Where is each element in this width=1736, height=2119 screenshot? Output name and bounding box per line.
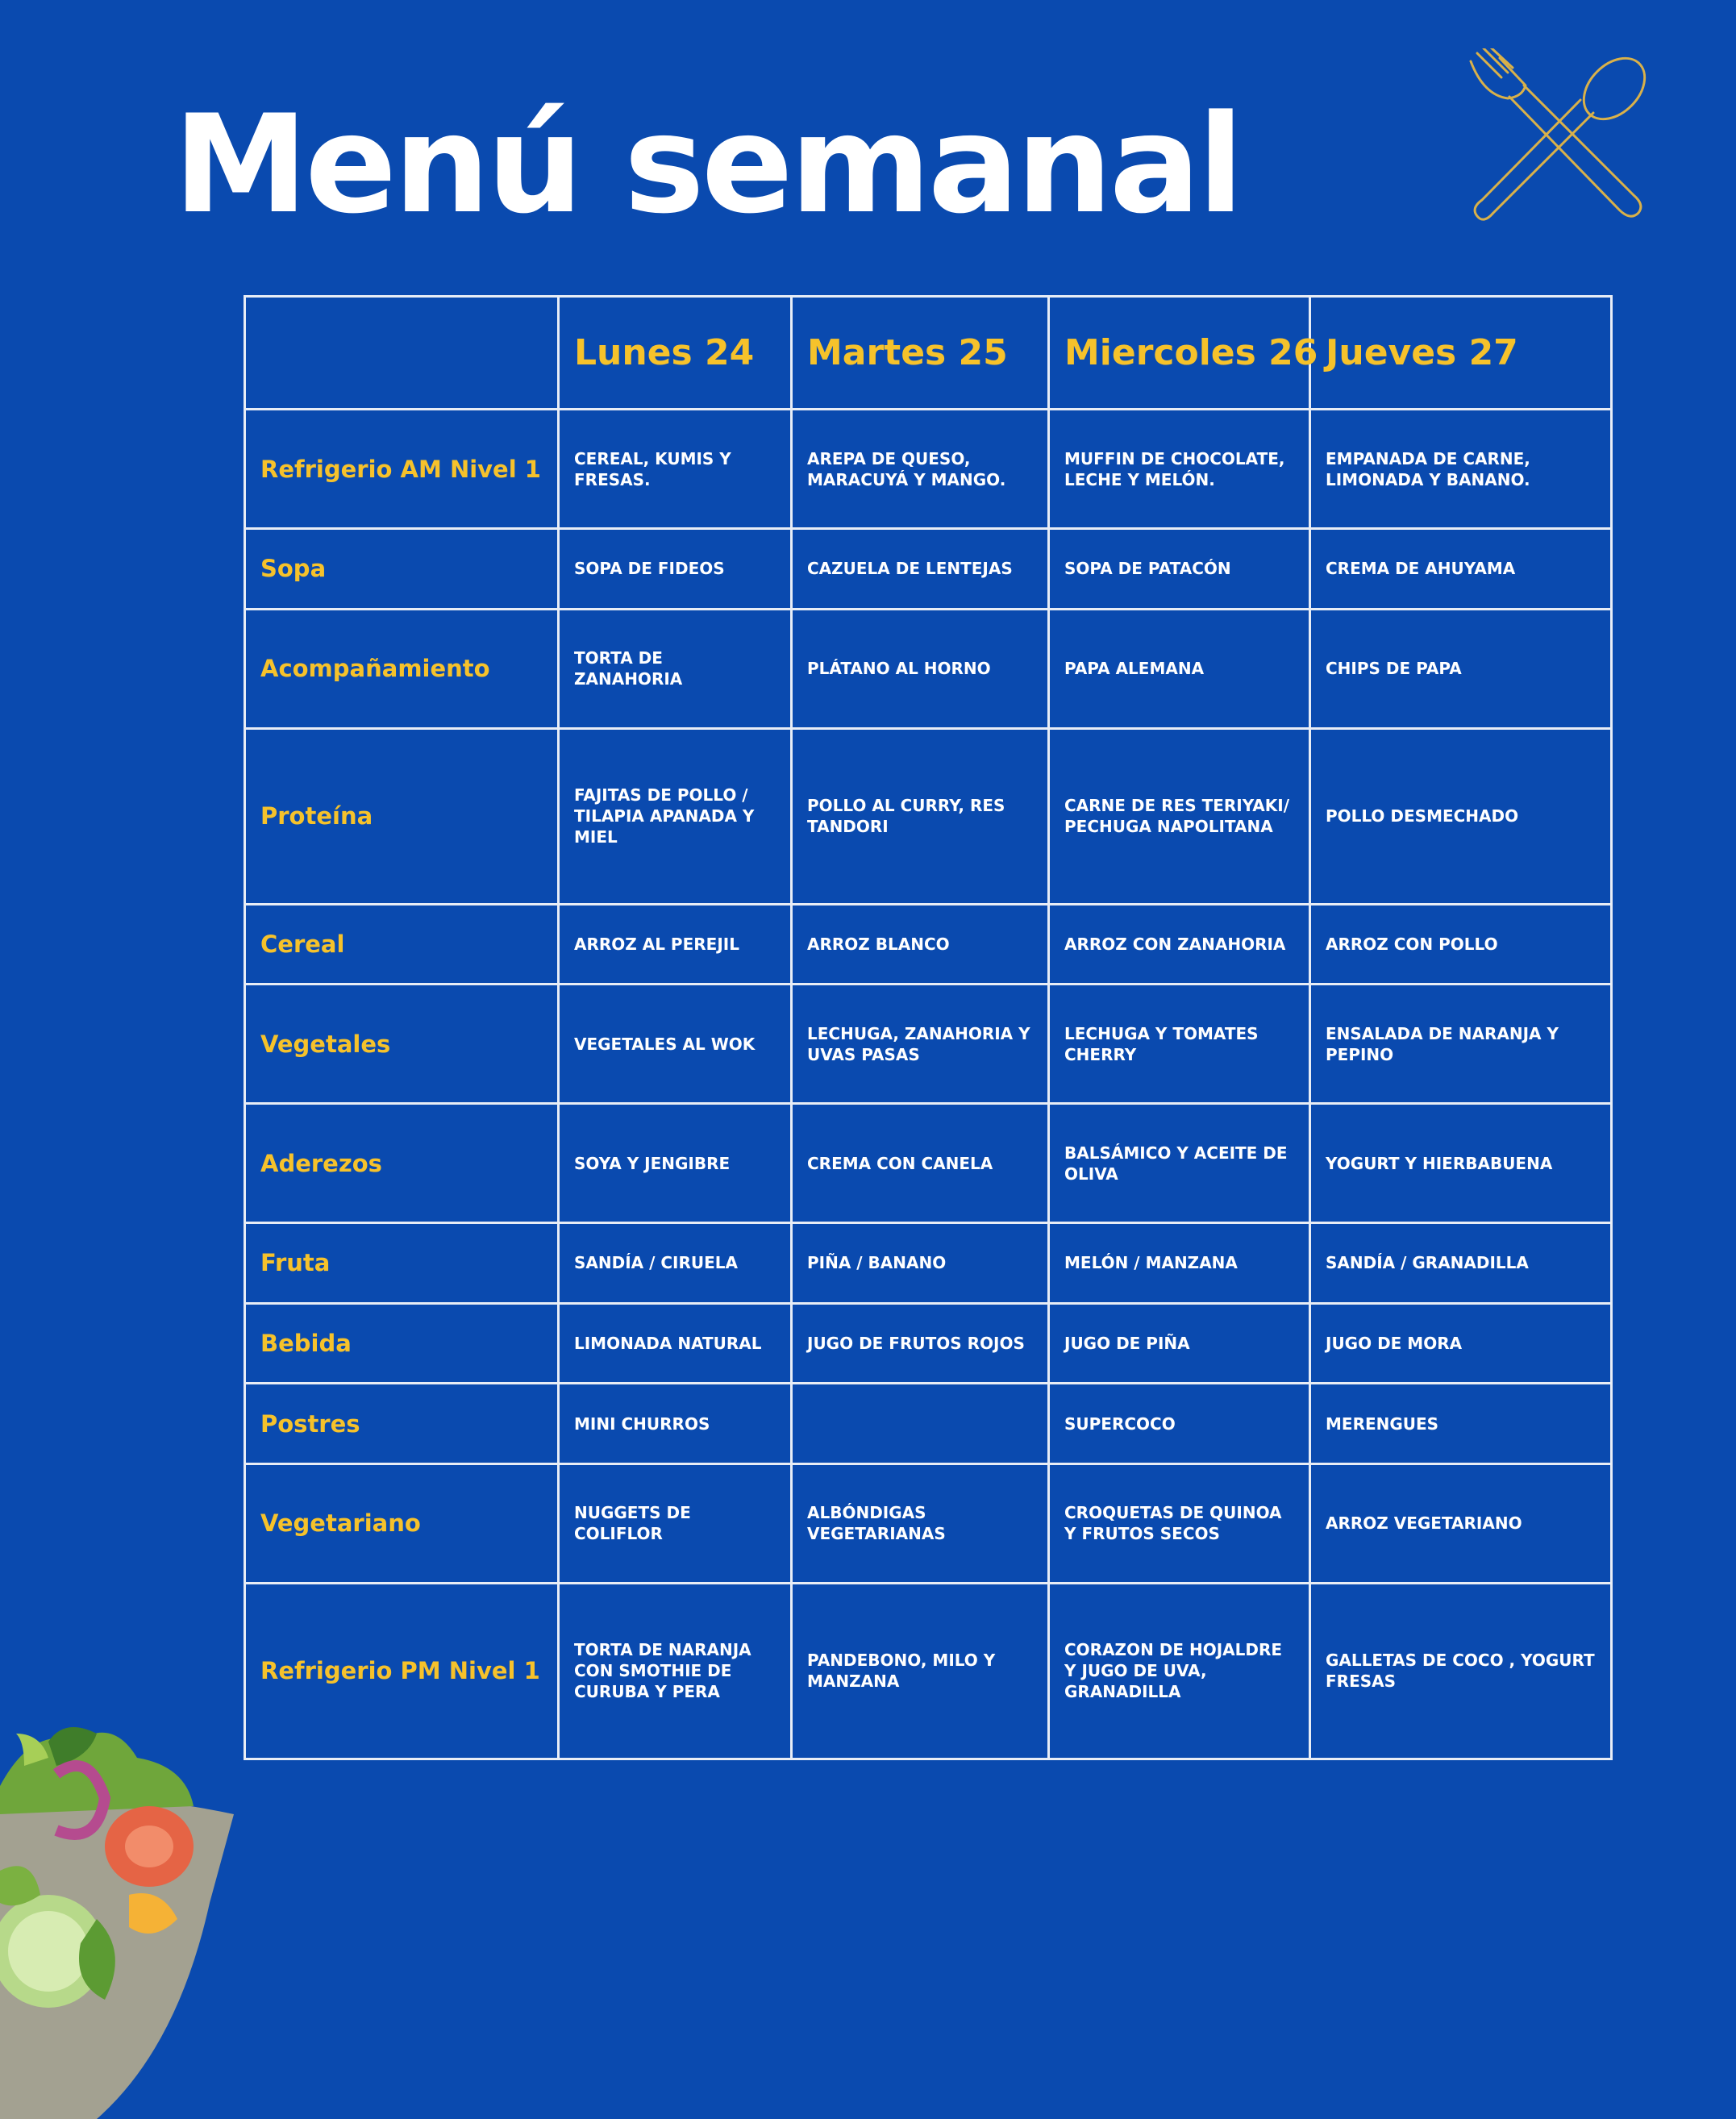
category-label: Aderezos bbox=[245, 1104, 559, 1223]
menu-cell: EMPANADA DE CARNE, LIMONADA Y BANANO. bbox=[1310, 410, 1612, 529]
header-row bbox=[245, 297, 1612, 410]
menu-cell: CAZUELA DE LENTEJAS bbox=[792, 529, 1049, 610]
category-label: Acompañamiento bbox=[245, 609, 559, 728]
table-row bbox=[245, 1223, 1612, 1304]
menu-cell: TORTA DE ZANAHORIA bbox=[559, 609, 792, 728]
menu-cell: PAPA ALEMANA bbox=[1049, 609, 1310, 728]
category-label: Fruta bbox=[245, 1223, 559, 1304]
menu-cell: PLÁTANO AL HORNO bbox=[792, 609, 1049, 728]
table-row bbox=[245, 728, 1612, 904]
menu-cell: POLLO DESMECHADO bbox=[1310, 728, 1612, 904]
category-label: Vegetariano bbox=[245, 1463, 559, 1583]
category-label: Cereal bbox=[245, 904, 559, 985]
menu-cell: NUGGETS DE COLIFLOR bbox=[559, 1463, 792, 1583]
day-header: Martes 25 bbox=[792, 297, 1049, 410]
day-header: Jueves 27 bbox=[1310, 297, 1612, 410]
menu-cell: VEGETALES AL WOK bbox=[559, 985, 792, 1104]
menu-cell: ARROZ AL PEREJIL bbox=[559, 904, 792, 985]
salad-bowl-illustration bbox=[0, 1709, 242, 2119]
menu-cell: PIÑA / BANANO bbox=[792, 1223, 1049, 1304]
menu-cell: POLLO AL CURRY, RES TANDORI bbox=[792, 728, 1049, 904]
menu-cell: JUGO DE MORA bbox=[1310, 1303, 1612, 1384]
menu-cell: BALSÁMICO Y ACEITE DE OLIVA bbox=[1049, 1104, 1310, 1223]
menu-cell: YOGURT Y HIERBABUENA bbox=[1310, 1104, 1612, 1223]
category-label: Bebida bbox=[245, 1303, 559, 1384]
menu-cell: ENSALADA DE NARANJA Y PEPINO bbox=[1310, 985, 1612, 1104]
day-header: Lunes 24 bbox=[559, 297, 792, 410]
table-row bbox=[245, 1463, 1612, 1583]
menu-cell: LECHUGA, ZANAHORIA Y UVAS PASAS bbox=[792, 985, 1049, 1104]
table-row bbox=[245, 529, 1612, 610]
category-label: Refrigerio AM Nivel 1 bbox=[245, 410, 559, 529]
menu-cell: CORAZON DE HOJALDRE Y JUGO DE UVA, GRANADILLA bbox=[1049, 1583, 1310, 1759]
menu-cell: TORTA DE NARANJA CON SMOTHIE DE CURUBA Y PERA bbox=[559, 1583, 792, 1759]
menu-cell: SOPA DE PATACÓN bbox=[1049, 529, 1310, 610]
menu-cell: AREPA DE QUESO, MARACUYÁ Y MANGO. bbox=[792, 410, 1049, 529]
weekly-menu-table bbox=[244, 295, 1613, 1760]
menu-cell: ARROZ VEGETARIANO bbox=[1310, 1463, 1612, 1583]
table-row bbox=[245, 410, 1612, 529]
menu-cell: SOYA Y JENGIBRE bbox=[559, 1104, 792, 1223]
menu-cell: MELÓN / MANZANA bbox=[1049, 1223, 1310, 1304]
table-row bbox=[245, 1583, 1612, 1759]
menu-cell: JUGO DE FRUTOS ROJOS bbox=[792, 1303, 1049, 1384]
menu-cell: GALLETAS DE COCO , YOGURT FRESAS bbox=[1310, 1583, 1612, 1759]
category-label: Vegetales bbox=[245, 985, 559, 1104]
menu-cell: SOPA DE FIDEOS bbox=[559, 529, 792, 610]
page-title: Menú semanal bbox=[173, 85, 1241, 244]
table-row bbox=[245, 1384, 1612, 1464]
menu-cell: PANDEBONO, MILO Y MANZANA bbox=[792, 1583, 1049, 1759]
menu-cell: MINI CHURROS bbox=[559, 1384, 792, 1464]
category-label: Refrigerio PM Nivel 1 bbox=[245, 1583, 559, 1759]
table-row bbox=[245, 985, 1612, 1104]
menu-cell: LECHUGA Y TOMATES CHERRY bbox=[1049, 985, 1310, 1104]
category-label: Sopa bbox=[245, 529, 559, 610]
menu-cell: CHIPS DE PAPA bbox=[1310, 609, 1612, 728]
menu-cell: CREMA DE AHUYAMA bbox=[1310, 529, 1612, 610]
menu-cell: LIMONADA NATURAL bbox=[559, 1303, 792, 1384]
menu-cell: FAJITAS DE POLLO / TILAPIA APANADA Y MIEL bbox=[559, 728, 792, 904]
category-label: Proteína bbox=[245, 728, 559, 904]
menu-cell: CREMA CON CANELA bbox=[792, 1104, 1049, 1223]
table-row bbox=[245, 1104, 1612, 1223]
menu-cell: CEREAL, KUMIS Y FRESAS. bbox=[559, 410, 792, 529]
menu-cell bbox=[792, 1384, 1049, 1464]
table-row bbox=[245, 904, 1612, 985]
fork-and-spoon-icon bbox=[1459, 48, 1661, 234]
day-header: Miercoles 26 bbox=[1049, 297, 1310, 410]
menu-cell: ARROZ BLANCO bbox=[792, 904, 1049, 985]
corner-cell bbox=[245, 297, 559, 410]
table-row bbox=[245, 609, 1612, 728]
menu-cell: CARNE DE RES TERIYAKI/ PECHUGA NAPOLITANA bbox=[1049, 728, 1310, 904]
table-row bbox=[245, 1303, 1612, 1384]
menu-cell: MUFFIN DE CHOCOLATE, LECHE Y MELÓN. bbox=[1049, 410, 1310, 529]
menu-cell: SANDÍA / GRANADILLA bbox=[1310, 1223, 1612, 1304]
category-label: Postres bbox=[245, 1384, 559, 1464]
menu-cell: ARROZ CON ZANAHORIA bbox=[1049, 904, 1310, 985]
menu-cell: JUGO DE PIÑA bbox=[1049, 1303, 1310, 1384]
menu-cell: MERENGUES bbox=[1310, 1384, 1612, 1464]
menu-cell: CROQUETAS DE QUINOA Y FRUTOS SECOS bbox=[1049, 1463, 1310, 1583]
menu-cell: SUPERCOCO bbox=[1049, 1384, 1310, 1464]
menu-cell: ARROZ CON POLLO bbox=[1310, 904, 1612, 985]
menu-cell: SANDÍA / CIRUELA bbox=[559, 1223, 792, 1304]
menu-cell: ALBÓNDIGAS VEGETARIANAS bbox=[792, 1463, 1049, 1583]
